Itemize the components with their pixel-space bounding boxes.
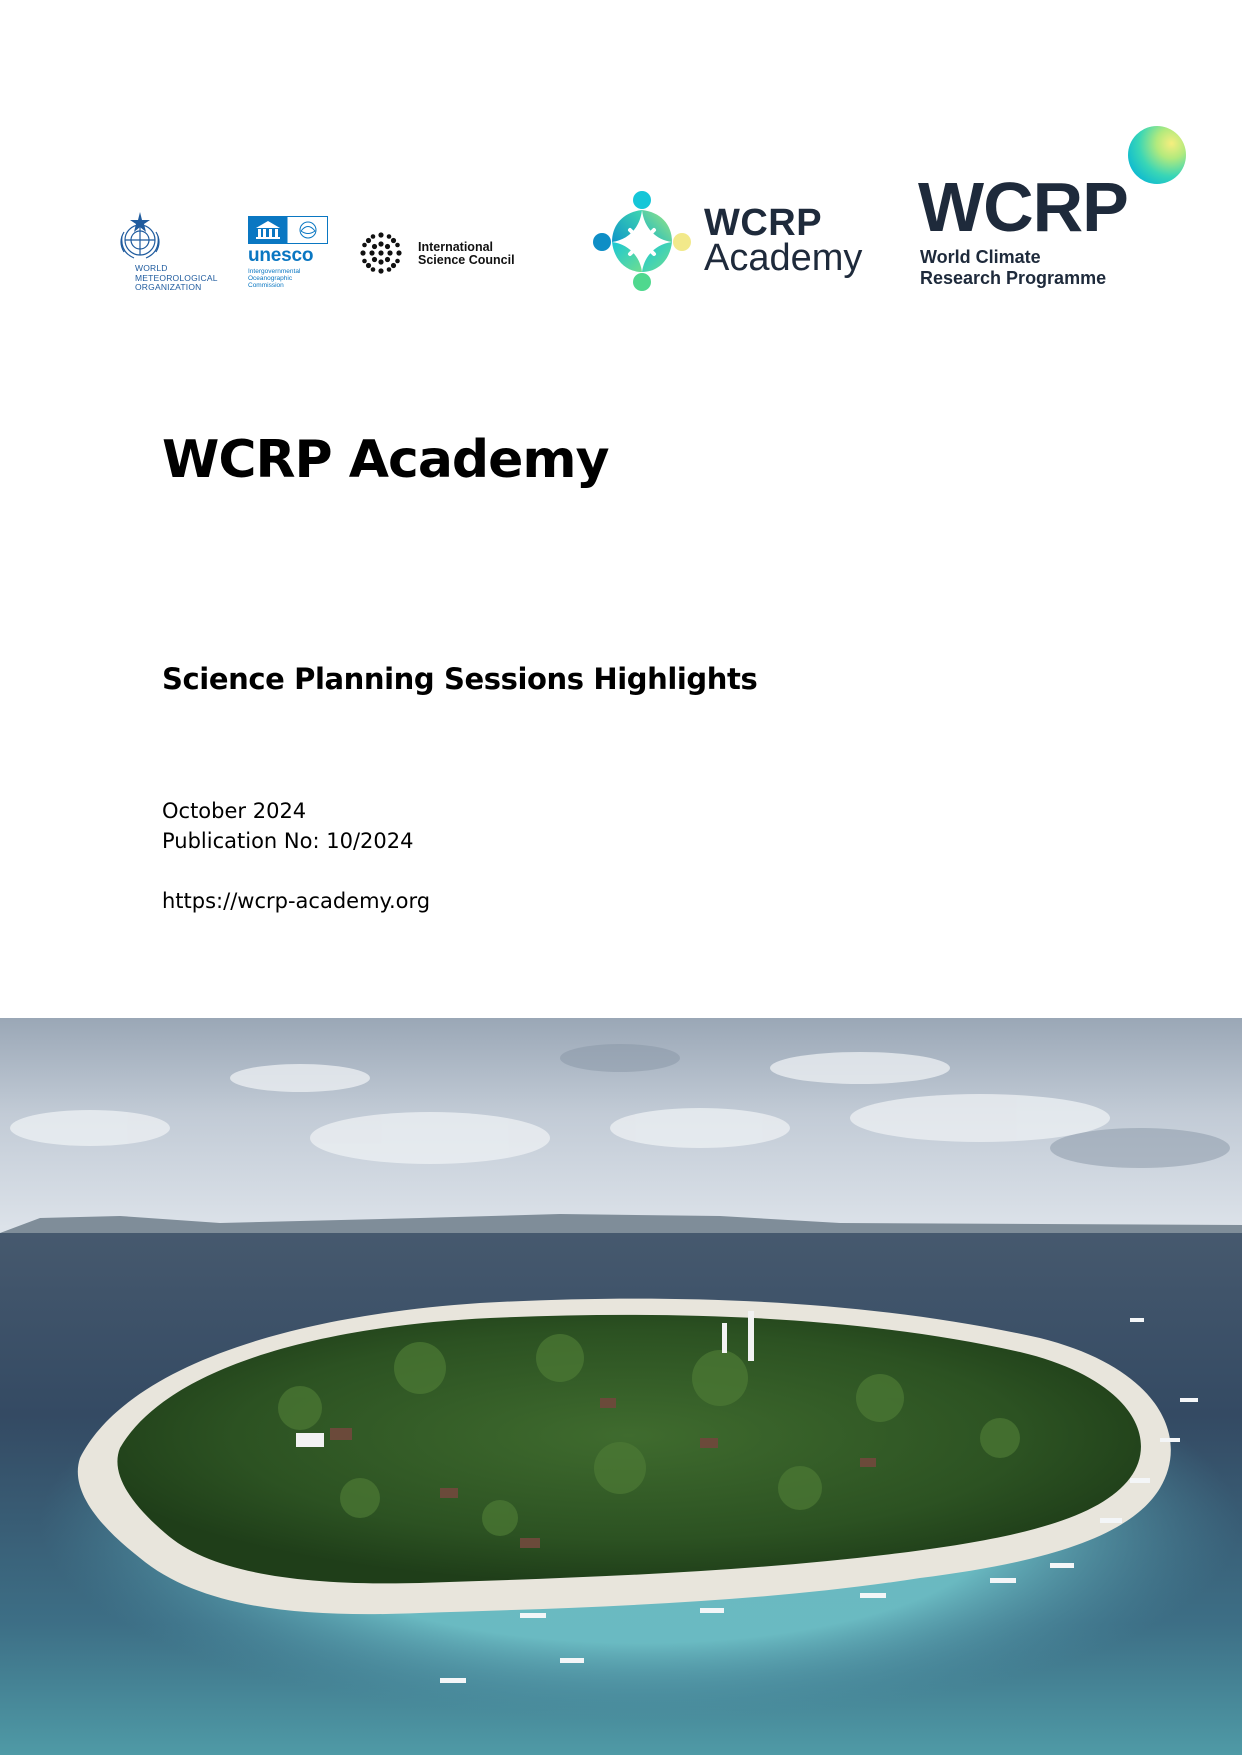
wcrp-wordmark: WCRP xyxy=(918,168,1128,246)
unesco-ioc-logo xyxy=(248,216,334,292)
ioc-name-line1: Intergovernmental xyxy=(248,268,301,275)
academy-flower-icon xyxy=(590,190,694,294)
island-aerial-image xyxy=(0,1018,1242,1755)
isc-name-line2: Science Council xyxy=(418,252,515,267)
unesco-temple-icon xyxy=(248,216,328,244)
academy-wordmark-line2: Academy xyxy=(704,237,863,279)
unesco-wordmark: unesco xyxy=(248,245,314,266)
wmo-name-line1: WORLD xyxy=(135,263,168,273)
partner-logos xyxy=(0,0,1242,320)
wcrp-academy-logo xyxy=(590,190,870,290)
publication-date: October 2024 xyxy=(162,799,307,823)
document-subtitle: Science Planning Sessions Highlights xyxy=(162,662,758,696)
website-link[interactable]: https://wcrp-academy.org xyxy=(162,889,431,913)
wcrp-logo xyxy=(918,126,1188,296)
isc-name xyxy=(418,241,515,266)
wmo-name xyxy=(135,264,218,293)
wmo-name-line2: METEOROLOGICAL xyxy=(135,272,218,283)
publication-meta xyxy=(162,796,413,856)
wcrp-name-line2: Research Programme xyxy=(920,268,1107,288)
wcrp-orb-icon xyxy=(1128,126,1186,184)
wcrp-name-line1: World Climate xyxy=(920,247,1041,267)
isc-name-line1: International xyxy=(418,240,494,254)
isc-logo xyxy=(360,232,530,272)
wcrp-full-name xyxy=(920,247,1106,289)
ioc-name-line3: Commission xyxy=(248,282,284,290)
cover-photo-island xyxy=(0,1018,1242,1755)
wmo-emblem-icon xyxy=(116,210,164,264)
wmo-name-line3: ORGANIZATION xyxy=(135,282,202,292)
academy-wordmark-line1: WCRP xyxy=(704,202,823,244)
ioc-name xyxy=(248,268,300,290)
ioc-name-line2: Oceanographic xyxy=(248,275,293,283)
document-title: WCRP Academy xyxy=(162,430,609,490)
wmo-logo xyxy=(116,210,216,292)
publication-number: Publication No: 10/2024 xyxy=(162,829,414,853)
isc-dots-icon xyxy=(360,232,402,274)
